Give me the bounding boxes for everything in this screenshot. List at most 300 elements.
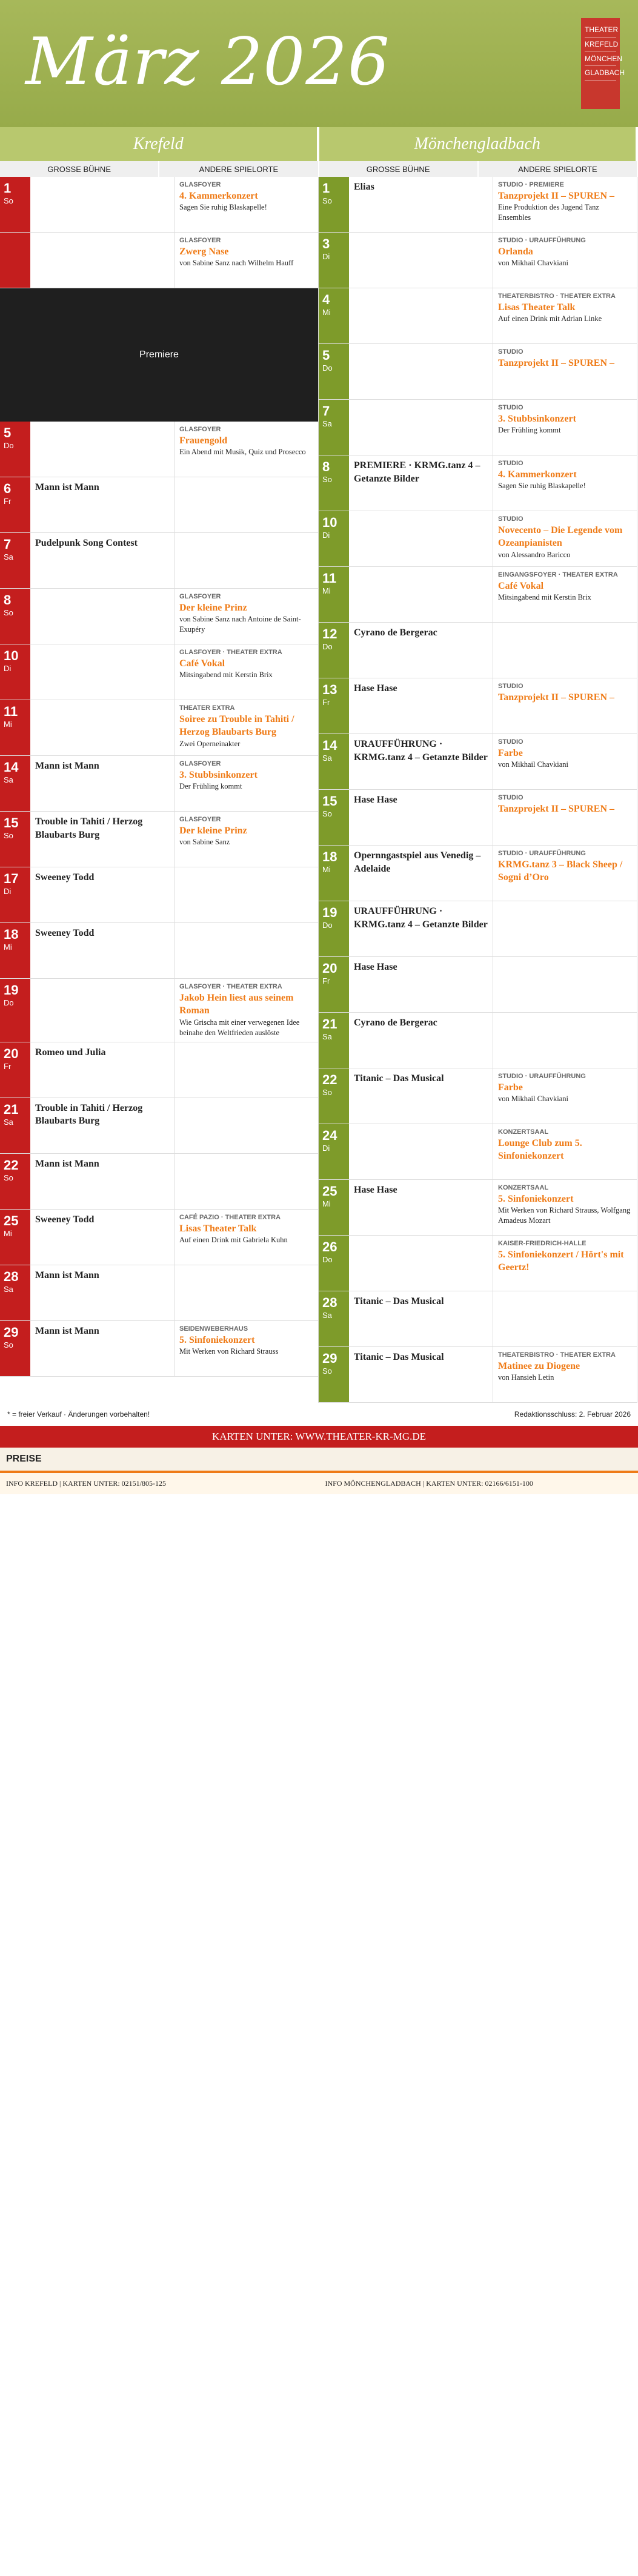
event-subtitle: von Alessandro Baricco [498, 551, 571, 560]
other-venue-cell[interactable] [493, 790, 637, 845]
other-venue-cell[interactable] [174, 812, 318, 867]
event-title: 3. Stubbsinkonzert [179, 769, 258, 780]
other-venue-cell[interactable] [493, 957, 637, 1012]
date-cell [319, 344, 349, 399]
day-number: 25 [322, 1184, 337, 1199]
main-stage-cell[interactable] [30, 812, 174, 867]
main-stage-cell[interactable] [30, 1210, 174, 1265]
event-title: Farbe [498, 747, 523, 758]
main-stage-cell[interactable] [349, 344, 493, 399]
event-subtitle: Auf einen Drink mit Gabriela Kuhn [179, 1236, 288, 1245]
date-cell [319, 678, 349, 733]
other-venue-cell[interactable] [174, 1321, 318, 1376]
main-stage-title: Mann ist Mann [35, 482, 99, 492]
main-stage-cell[interactable] [349, 846, 493, 901]
other-venue-cell[interactable] [493, 1236, 637, 1291]
day-number: 21 [322, 1016, 337, 1031]
event-title: 3. Stubbsinkonzert [498, 413, 576, 424]
calendar-row [319, 734, 637, 790]
main-stage-title: PREMIERE · KRMG.tanz 4 – Getanzte Bilder [354, 460, 480, 484]
event-title: Orlanda [498, 246, 533, 257]
other-venue-cell[interactable] [493, 177, 637, 232]
weekday: So [322, 809, 332, 818]
event-title: Tanzprojekt II – SPUREN – [498, 692, 615, 703]
other-venue-cell[interactable] [493, 400, 637, 455]
other-venue-cell[interactable] [174, 756, 318, 811]
weekday: Do [4, 441, 14, 450]
date-cell [319, 1236, 349, 1291]
weekday: Sa [322, 1311, 332, 1320]
weekday: Mi [4, 1228, 12, 1238]
main-stage-cell[interactable] [349, 1068, 493, 1124]
main-stage-cell[interactable] [30, 756, 174, 811]
other-venue-cell[interactable] [493, 455, 637, 511]
calendar-row [319, 1291, 637, 1347]
calendar-row [0, 812, 318, 867]
main-stage-cell[interactable] [349, 1236, 493, 1291]
info-krefeld: INFO KREFELD | KARTEN UNTER: 02151/805-125 [0, 1471, 319, 1494]
venue-label: GLASFOYER · THEATER EXTRA [179, 649, 282, 656]
weekday: Di [4, 664, 12, 673]
day-number: 8 [322, 459, 330, 474]
weekday: Fr [4, 1061, 12, 1071]
calendar-row [319, 1180, 637, 1236]
event-subtitle: Mit Werken von Richard Strauss, Wolfgang Amadeus Mozart [498, 1206, 631, 1225]
venue-label: KAISER-FRIEDRICH-HALLE [498, 1240, 586, 1247]
main-stage-cell[interactable] [349, 790, 493, 845]
calendar-row [0, 589, 318, 644]
other-venue-cell[interactable] [493, 511, 637, 566]
calendar-row [319, 678, 637, 734]
day-number: 1 [322, 180, 330, 196]
other-venue-cell[interactable] [493, 1124, 637, 1179]
other-venue-cell[interactable] [174, 589, 318, 644]
event-subtitle: von Sabine Sanz [179, 838, 230, 847]
main-stage-cell[interactable] [30, 1042, 174, 1098]
main-stage-cell[interactable] [30, 979, 174, 1042]
date-cell [0, 923, 30, 978]
city-moenchengladbach: Mönchengladbach [319, 127, 638, 161]
calendar-row [0, 1154, 318, 1210]
main-stage-cell[interactable] [30, 1321, 174, 1376]
date-cell [0, 233, 30, 288]
other-venue-cell[interactable] [174, 1154, 318, 1209]
date-cell [319, 1124, 349, 1179]
other-venue-cell[interactable] [174, 644, 318, 700]
main-stage-cell[interactable] [349, 1013, 493, 1068]
date-cell [319, 511, 349, 566]
date-cell [319, 400, 349, 455]
event-subtitle: Eine Produktion des Jugend Tanz Ensembles [498, 203, 599, 222]
main-stage-cell[interactable] [349, 400, 493, 455]
day-number: 12 [322, 626, 337, 641]
calendar-row [0, 923, 318, 979]
date-cell [319, 288, 349, 343]
main-stage-cell[interactable] [349, 1291, 493, 1346]
event-title: Jakob Hein liest aus seinem Roman [179, 992, 294, 1016]
event-subtitle: Mitsingabend mit Kerstin Brix [179, 670, 273, 680]
venue-label: STUDIO · URAUFFÜHRUNG [498, 850, 586, 857]
main-stage-title: Mann ist Mann [35, 1325, 99, 1336]
event-subtitle: von Sabine Sanz nach Antoine de Saint-Exupéry [179, 615, 301, 634]
main-stage-title: URAUFFÜHRUNG · KRMG.tanz 4 – Getanzte Bilder [354, 739, 488, 763]
event-subtitle: Mitsingabend mit Kerstin Brix [498, 593, 591, 602]
day-number: 28 [322, 1295, 337, 1310]
calendar-row [0, 644, 318, 700]
main-stage-cell[interactable] [349, 623, 493, 678]
logo-line: MÖNCHEN [585, 52, 616, 67]
other-venue-cell[interactable] [493, 1013, 637, 1068]
event-subtitle: von Hansieh Letin [498, 1373, 554, 1382]
event-title: 5. Sinfoniekonzert / Hört's mit Geertz! [498, 1249, 624, 1273]
day-number: 10 [322, 515, 337, 530]
event-title: Farbe [498, 1082, 523, 1093]
page-header [0, 0, 638, 127]
other-venue-cell[interactable] [174, 979, 318, 1042]
calendar-row [319, 1068, 637, 1124]
day-number: 19 [4, 982, 19, 998]
other-venue-cell[interactable] [174, 1098, 318, 1153]
other-venue-cell[interactable] [493, 233, 637, 288]
weekday: Sa [322, 1032, 332, 1041]
main-stage-title: Trouble in Tahiti / Herzog Blaubarts Burg [35, 1102, 143, 1127]
date-cell [0, 979, 30, 1042]
main-stage-cell[interactable] [349, 177, 493, 232]
main-stage-cell[interactable] [349, 678, 493, 733]
calendar-row [0, 1210, 318, 1265]
weekday: Di [322, 531, 330, 540]
venue-label: GLASFOYER [179, 816, 221, 823]
calendar-row [319, 790, 637, 846]
venue-label: THEATERBISTRO · THEATER EXTRA [498, 293, 616, 300]
logo-line: THEATER [585, 23, 616, 38]
calendar-row [319, 344, 637, 400]
main-stage-cell[interactable] [349, 734, 493, 789]
event-subtitle: von Mikhail Chavkiani [498, 1094, 568, 1104]
main-stage-cell[interactable] [349, 901, 493, 956]
venue-label: STUDIO [498, 404, 523, 411]
venue-label: STUDIO [498, 515, 523, 523]
weekday: Di [322, 1144, 330, 1153]
calendar-row [319, 1124, 637, 1180]
weekday: So [4, 831, 13, 840]
main-stage-cell[interactable] [349, 288, 493, 343]
date-cell [0, 1321, 30, 1376]
other-venue-cell[interactable] [493, 1347, 637, 1402]
day-number: 29 [4, 1324, 19, 1340]
date-cell [0, 812, 30, 867]
main-stage-title: Hase Hase [354, 962, 397, 972]
main-stage-title: Cyrano de Bergerac [354, 1018, 437, 1028]
date-cell [319, 901, 349, 956]
other-venue-cell[interactable] [493, 344, 637, 399]
main-stage-cell[interactable] [30, 477, 174, 532]
weekday: So [4, 196, 13, 205]
weekday: Fr [4, 497, 12, 506]
calendar-row [0, 756, 318, 812]
day-number: 14 [322, 738, 337, 753]
weekday: Do [4, 998, 14, 1007]
weekday: Sa [4, 552, 13, 561]
ticket-banner[interactable]: KARTEN UNTER: WWW.THEATER-KR-MG.DE [0, 1426, 638, 1448]
date-cell [319, 846, 349, 901]
calendar-row [0, 177, 318, 233]
day-number: 10 [4, 648, 19, 663]
date-cell [0, 1042, 30, 1098]
calendar-row [319, 1347, 637, 1403]
weekday: Sa [4, 1284, 13, 1294]
event-subtitle: Sagen Sie ruhig Blaskapelle! [179, 203, 267, 212]
event-title: Lounge Club zum 5. Sinfoniekonzert [498, 1137, 582, 1162]
event-title: Matinee zu Diogene [498, 1360, 580, 1371]
event-title: Zwerg Nase [179, 246, 229, 257]
main-stage-cell[interactable] [30, 1098, 174, 1153]
weekday: Sa [4, 775, 13, 784]
venue-label: GLASFOYER [179, 426, 221, 433]
main-stage-title: Sweeney Todd [35, 1214, 95, 1225]
date-cell [0, 477, 30, 532]
venue-label: STUDIO [498, 794, 523, 801]
date-cell [0, 422, 30, 477]
other-venue-cell[interactable] [174, 1042, 318, 1098]
weekday: Mi [322, 1199, 331, 1208]
footer-note: * = freier Verkauf · Änderungen vorbehalten! [7, 1410, 150, 1419]
main-stage-cell[interactable] [349, 233, 493, 288]
production-photo: Premiere [0, 288, 318, 422]
other-venue-cell[interactable] [493, 1068, 637, 1124]
other-venue-cell[interactable] [174, 1210, 318, 1265]
other-venue-cell[interactable] [493, 288, 637, 343]
other-venue-cell[interactable] [174, 1265, 318, 1320]
day-number: 18 [4, 927, 19, 942]
theater-logo [581, 18, 625, 109]
main-stage-cell[interactable] [30, 422, 174, 477]
venue-label: SEIDENWEBERHAUS [179, 1325, 248, 1333]
date-cell [319, 1347, 349, 1402]
other-venue-cell[interactable] [493, 623, 637, 678]
other-venue-cell[interactable] [493, 567, 637, 622]
day-number: 17 [4, 871, 19, 886]
weekday: So [322, 1366, 332, 1376]
other-venue-cell[interactable] [174, 422, 318, 477]
event-subtitle: von Mikhail Chavkiani [498, 760, 568, 769]
event-title: Café Vokal [179, 658, 225, 669]
other-venue-cell[interactable] [174, 923, 318, 978]
main-stage-cell[interactable] [349, 567, 493, 622]
event-title: Café Vokal [498, 580, 544, 591]
venue-label: CAFÉ PAZIO · THEATER EXTRA [179, 1213, 281, 1221]
other-venue-cell[interactable] [174, 533, 318, 588]
main-stage-cell[interactable] [30, 644, 174, 700]
other-venue-cell[interactable] [493, 678, 637, 733]
main-stage-cell[interactable] [349, 455, 493, 511]
calendar-row [0, 477, 318, 533]
day-number: 22 [322, 1072, 337, 1087]
main-stage-cell[interactable] [30, 233, 174, 288]
weekday: So [4, 1173, 13, 1182]
weekday: Do [322, 921, 333, 930]
main-stage-title: Mann ist Mann [35, 1158, 99, 1169]
day-number: 29 [322, 1351, 337, 1366]
venue-label: GLASFOYER [179, 760, 221, 767]
other-venue-cell[interactable] [174, 233, 318, 288]
date-cell [319, 567, 349, 622]
event-subtitle: Auf einen Drink mit Adrian Linke [498, 314, 602, 323]
calendar-row [0, 1265, 318, 1321]
main-stage-cell[interactable] [30, 923, 174, 978]
main-stage-cell[interactable] [349, 511, 493, 566]
calendar-row [319, 957, 637, 1013]
date-cell [0, 533, 30, 588]
date-cell [319, 455, 349, 511]
calendar-row [0, 1321, 318, 1377]
other-venue-cell[interactable] [493, 846, 637, 901]
other-venue-cell[interactable] [174, 477, 318, 532]
event-subtitle: Sagen Sie ruhig Blaskapelle! [498, 482, 586, 491]
date-cell [319, 623, 349, 678]
date-cell [319, 1291, 349, 1346]
city-headers [0, 127, 638, 161]
calendar-row [319, 400, 637, 455]
weekday: Mi [322, 865, 331, 874]
day-number: 7 [4, 537, 12, 552]
other-venue-cell[interactable] [174, 177, 318, 232]
venue-label: GLASFOYER [179, 593, 221, 600]
calendar-row [319, 1236, 637, 1291]
weekday: Do [322, 642, 333, 651]
event-subtitle: Der Frühling kommt [498, 426, 561, 435]
date-cell [319, 1013, 349, 1068]
main-stage-cell[interactable] [30, 867, 174, 922]
weekday: Sa [322, 419, 332, 428]
main-stage-cell[interactable] [349, 1180, 493, 1235]
main-stage-title: Trouble in Tahiti / Herzog Blaubarts Burg [35, 816, 143, 840]
main-stage-title: Titanic – Das Musical [354, 1296, 444, 1306]
venue-label: THEATERBISTRO · THEATER EXTRA [498, 1351, 616, 1359]
event-title: 5. Sinfoniekonzert [179, 1334, 255, 1345]
event-title: Der kleine Prinz [179, 825, 247, 836]
day-number: 24 [322, 1128, 337, 1143]
venue-label: STUDIO [498, 460, 523, 467]
weekday: So [322, 1088, 332, 1097]
main-stage-title: URAUFFÜHRUNG · KRMG.tanz 4 – Getanzte Bilder [354, 906, 488, 930]
footer-date: Redaktionsschluss: 2. Februar 2026 [514, 1410, 631, 1419]
calendar-row [0, 422, 318, 477]
day-number: 22 [4, 1157, 19, 1173]
day-number: 20 [4, 1045, 19, 1061]
main-stage-title: Hase Hase [354, 683, 397, 694]
date-cell [0, 756, 30, 811]
day-number: 6 [4, 481, 12, 496]
main-stage-cell[interactable] [349, 1347, 493, 1402]
main-stage-title: Titanic – Das Musical [354, 1073, 444, 1084]
calendar-row [319, 511, 637, 567]
event-subtitle: Zwei Operneinakter [179, 740, 241, 749]
date-cell [319, 233, 349, 288]
calendar-row [0, 979, 318, 1042]
footer-notes [0, 1403, 638, 1426]
other-venue-cell[interactable] [493, 901, 637, 956]
main-stage-title: Opernngastspiel aus Venedig – Adelaide [354, 850, 481, 874]
venue-big-stage-mg: GROSSE BÜHNE [319, 161, 479, 177]
event-title: Tanzprojekt II – SPUREN – [498, 803, 615, 814]
calendar-row [319, 455, 637, 511]
event-title: 5. Sinfoniekonzert [498, 1193, 574, 1204]
info-mg: INFO MÖNCHENGLADBACH | KARTEN UNTER: 02166/6151-100 [319, 1471, 638, 1494]
venue-label: STUDIO [498, 348, 523, 356]
event-title: Novecento – Die Legende vom Ozeanpianisten [498, 525, 623, 549]
weekday: So [322, 196, 332, 205]
date-cell [0, 177, 30, 232]
main-stage-cell[interactable] [30, 589, 174, 644]
event-title: Lisas Theater Talk [498, 302, 576, 313]
venue-label: STUDIO · URAUFFÜHRUNG [498, 1073, 586, 1080]
main-stage-title: Titanic – Das Musical [354, 1352, 444, 1362]
weekday: Mi [4, 720, 12, 729]
weekday: Di [4, 887, 12, 896]
venue-other-mg: ANDERE SPIELORTE [479, 161, 638, 177]
main-stage-cell[interactable] [349, 957, 493, 1012]
main-stage-title: Elias [354, 182, 374, 192]
weekday: Mi [4, 942, 12, 952]
prices-section [0, 1448, 638, 1471]
venue-label: GLASFOYER [179, 237, 221, 244]
day-number: 15 [4, 815, 19, 830]
other-venue-cell[interactable] [493, 1291, 637, 1346]
day-number: 5 [4, 425, 12, 440]
date-cell [319, 177, 349, 232]
event-title: Tanzprojekt II – SPUREN – [498, 357, 615, 368]
date-cell [319, 1068, 349, 1124]
day-number: 11 [322, 571, 337, 586]
calendar-row [0, 533, 318, 589]
weekday: Mi [322, 308, 331, 317]
main-stage-cell[interactable] [30, 1265, 174, 1320]
info-footer [0, 1471, 638, 1494]
date-cell [0, 589, 30, 644]
venue-other-kr: ANDERE SPIELORTE [159, 161, 319, 177]
other-venue-cell[interactable] [493, 1180, 637, 1235]
main-stage-cell[interactable] [30, 700, 174, 755]
day-number: 19 [322, 905, 337, 920]
main-stage-cell[interactable] [30, 533, 174, 588]
page-title: März 2026 [25, 24, 390, 100]
main-stage-title: Mann ist Mann [35, 1270, 99, 1280]
calendar-row [319, 567, 637, 623]
weekday: Do [322, 363, 333, 372]
other-venue-cell[interactable] [493, 734, 637, 789]
day-number: 28 [4, 1268, 19, 1284]
main-stage-title: Cyrano de Bergerac [354, 627, 437, 638]
date-cell [319, 957, 349, 1012]
main-stage-title: Romeo und Julia [35, 1047, 106, 1058]
main-stage-cell[interactable] [30, 177, 174, 232]
date-cell [0, 1265, 30, 1320]
main-stage-cell[interactable] [30, 1154, 174, 1209]
weekday: Di [322, 252, 330, 261]
other-venue-cell[interactable] [174, 700, 318, 755]
calendar-row [319, 901, 637, 957]
event-title: Lisas Theater Talk [179, 1223, 257, 1234]
main-stage-cell[interactable] [349, 1124, 493, 1179]
date-cell [0, 1098, 30, 1153]
calendar-row [0, 1098, 318, 1154]
venue-label: STUDIO [498, 738, 523, 746]
event-subtitle: Ein Abend mit Musik, Quiz und Prosecco [179, 448, 306, 457]
day-number: 26 [322, 1239, 337, 1254]
weekday: So [322, 475, 332, 484]
other-venue-cell[interactable] [174, 867, 318, 922]
